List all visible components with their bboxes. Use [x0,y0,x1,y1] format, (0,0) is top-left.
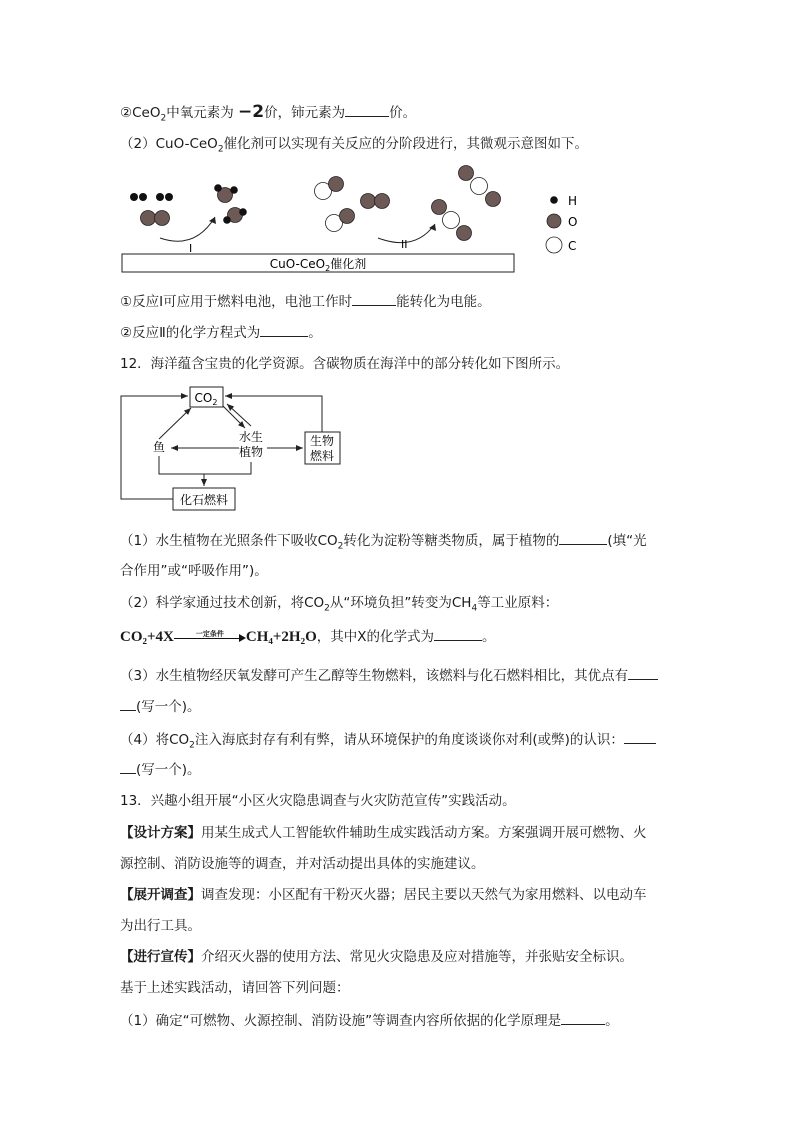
equation-left: CO₂+4X [120,629,174,645]
catalyst-label: CuO-CeO$_2$催化剂 [269,257,367,273]
q13-promo-line: 【进行宣传】介绍灭火器的使用方法、常见火灾隐患及应对措施等，并张贴安全标识。 [120,949,633,965]
q12-part3-line2: (写一个)。 [120,696,201,717]
h2o-molecule [223,208,247,224]
section-tag: 【进行宣传】 [120,949,201,965]
svg-text:化石燃料: 化石燃料 [179,493,229,507]
co2-molecule [432,200,472,241]
answer-blank[interactable] [628,665,658,680]
oxygen-valence: −2 [238,102,265,122]
co-molecule [315,177,344,200]
q12-title: 12．海洋蕴含宝贵的化学资源。含碳物质在海洋中的部分转化如下图所示。 [120,356,570,372]
q12-part1-line1: （1）水生植物在光照条件下吸收$CO_2$转化为淀粉等糖类物质，属于植物的 (填“光 [120,530,647,557]
answer-blank-continued[interactable] [120,696,136,711]
answer-blank[interactable] [260,322,308,337]
q11-part2-q2: ②反应Ⅱ的化学方程式为 。 [120,322,322,343]
q13-design-line2: 源控制、消防设施等的调查，并对活动提出具体的实施建议。 [120,856,485,872]
q12-part4-line1: （4）将$CO_2$注入海底封存有利有弊，请从环境保护的角度谈谈你对利(或弊)的认识： [120,729,656,756]
fish-to-co2-arrow [159,408,191,439]
legend [546,194,577,253]
section-tag: 【设计方案】 [120,825,201,841]
q11-part2-line: （2）CuO-CeO$_2$催化剂可以实现有关反应的分阶段进行，其微观示意图如下。 [120,136,589,155]
q12-part3-line1: （3）水生植物经厌氧发酵可产生乙醇等生物燃料，该燃料与化石燃料相比，其优点有 [120,665,658,686]
h2-molecule [156,193,173,201]
q12-part4-line2: (写一个)。 [120,759,201,780]
answer-blank-continued[interactable] [120,759,136,774]
o2-molecule [141,211,170,226]
co2-label: $CO_2$ [194,391,218,407]
h2o-molecule [214,184,238,202]
catalyst-micro-diagram [110,160,610,280]
q13-design-line1: 【设计方案】用某生成式人工智能软件辅助生成实践活动方案。方案强调开展可燃物、火 [120,825,647,841]
q13-survey-line1: 【展开调查】调查发现：小区配有干粉灭火器；居民主要以天然气为家用燃料、以电动车 [120,887,647,903]
carbon-flow-diagram [115,384,355,516]
q13-part1-line: （1）确定“可燃物、火源控制、消防设施”等调查内容所依据的化学原理是 。 [120,1010,619,1031]
svg-text:H: H [568,194,578,208]
svg-text:O: O [568,215,578,229]
q13-survey-line2: 为出行工具。 [120,918,201,934]
plant-label-1: 水生 [238,430,264,444]
chemical-equation: CO₂+4X 一定条件 CH₄+2H₂O，其中X的化学式为 。 [120,626,496,647]
fish-label: 鱼 [153,440,166,454]
answer-blank[interactable] [434,626,482,641]
svg-text:燃料: 燃料 [309,449,335,463]
q11-part2-q1: ①反应I可应用于燃料电池，电池工作时 能转化为电能。 [120,291,491,312]
answer-blank[interactable] [559,530,607,545]
equation-arrow: 一定条件 [174,629,246,645]
equation-right: CH₄+2H₂O [245,629,317,645]
organisms-connector [159,456,251,474]
co-molecule [326,209,355,232]
co2-molecule [459,166,501,207]
q13-instruction: 基于上述实践活动，请回答下列问题： [120,980,350,996]
answer-blank[interactable] [561,1010,605,1025]
answer-blank[interactable] [624,729,656,744]
legend-h-icon [550,196,558,204]
answer-blank[interactable] [345,102,389,117]
answer-blank[interactable] [352,291,396,306]
svg-text:生物: 生物 [309,434,335,448]
q13-title: 13．兴趣小组开展“小区火灾隐患调查与火灾防范宣传”实践活动。 [120,793,516,809]
plant-label-2: 植物 [238,445,264,459]
stage-1-label: I [189,242,193,255]
stage-2-label: II [401,238,408,251]
q11-part1-line: ②CeO$_2$中氧元素为 −2价，铈元素为 价。 [120,102,417,124]
biofuel-to-co2-arrow [225,396,322,432]
legend-o-icon [547,214,561,228]
section-tag: 【展开调查】 [120,887,201,903]
o2-molecule [361,194,390,209]
q12-part2-line: （2）科学家通过技术创新，将$CO_2$从“环境负担”转变为$CH_4$等工业原料： [120,595,559,614]
h2-molecule [130,193,147,201]
q12-part1-line2: 合作用”或“呼吸作用”)。 [120,563,268,579]
svg-text:C: C [568,239,577,253]
legend-c-icon [546,237,562,253]
arrow-head [209,217,216,224]
